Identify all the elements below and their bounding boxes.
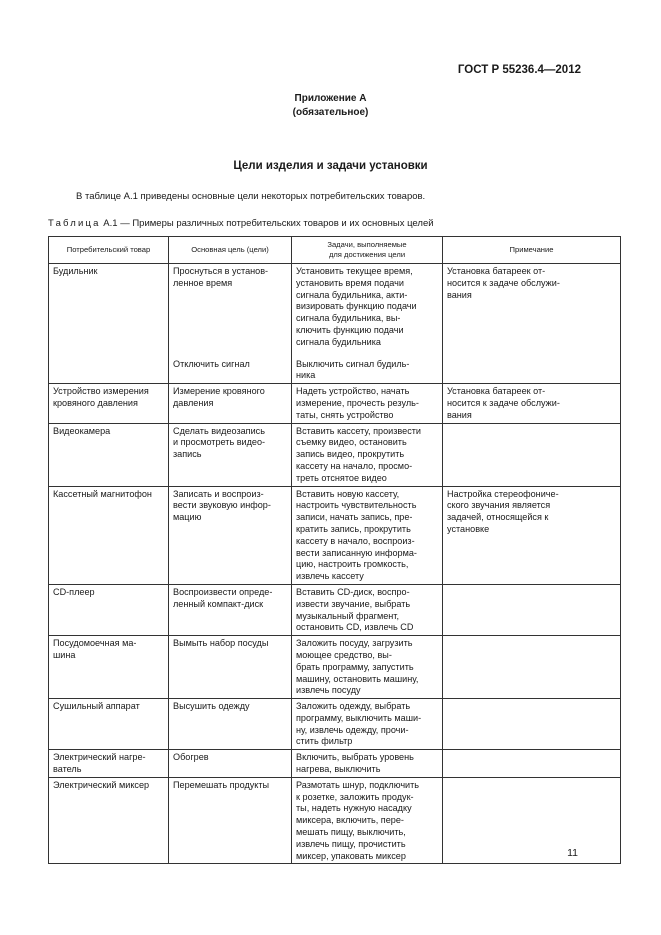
cell-tasks: Заложить одежду, выбрать программу, выключить маши- ну, извлечь одежду, прочи- стить фильтр bbox=[292, 699, 443, 750]
cell-note: Установка батареек от- носится к задаче обслужи- вания bbox=[443, 384, 621, 423]
cell-note bbox=[443, 699, 621, 750]
cell-goal-secondary: Отключить сигнал bbox=[173, 358, 250, 369]
table-caption-text: А.1 — Примеры различных потребительских товаров и их основных целей bbox=[100, 218, 434, 229]
cell-note bbox=[443, 423, 621, 486]
table-caption-label: Таблица bbox=[48, 218, 101, 229]
document-code: ГОСТ Р 55236.4—2012 bbox=[457, 64, 581, 76]
cell-note bbox=[443, 636, 621, 699]
cell-note bbox=[443, 584, 621, 635]
col-header-goal: Основная цель (цели) bbox=[169, 237, 292, 264]
table-row bbox=[49, 636, 621, 699]
cell-goal: Обогрев bbox=[169, 750, 292, 778]
col-header-tasks: Задачи, выполняемые для достижения цели bbox=[292, 237, 443, 264]
cell-goal: Записать и воспроиз- вести звуковую инфор- мацию bbox=[169, 486, 292, 584]
table-row bbox=[49, 777, 621, 864]
cell-goal: Высушить одежду bbox=[169, 699, 292, 750]
cell-goal: Сделать видеозапись и просмотреть видео- запись bbox=[169, 423, 292, 486]
cell-product: Сушильный аппарат bbox=[49, 699, 169, 750]
table-row bbox=[49, 699, 621, 750]
table-row bbox=[49, 264, 621, 384]
products-table bbox=[48, 236, 621, 864]
table-row bbox=[49, 584, 621, 635]
cell-tasks: Включить, выбрать уровень нагрева, выключить bbox=[292, 750, 443, 778]
table-row bbox=[49, 486, 621, 584]
cell-product: Электрический миксер bbox=[49, 777, 169, 864]
cell-tasks: Заложить посуду, загрузить моющее средство, вы- брать программу, запустить машину, остановить машину, извлечь посуду bbox=[292, 636, 443, 699]
cell-goal: Вымыть набор посуды bbox=[169, 636, 292, 699]
cell-tasks: Надеть устройство, начать измерение, прочесть резуль- таты, снять устройство bbox=[292, 384, 443, 423]
table-row bbox=[49, 750, 621, 778]
cell-product: Будильник bbox=[49, 264, 169, 384]
cell-note: Установка батареек от- носится к задаче обслужи- вания bbox=[443, 264, 621, 384]
cell-tasks: Вставить кассету, произвести съемку видео, остановить запись видео, прокрутить кассету на начало, просмо- треть отснятое видео bbox=[292, 423, 443, 486]
cell-product: CD-плеер bbox=[49, 584, 169, 635]
cell-product: Посудомоечная ма- шина bbox=[49, 636, 169, 699]
cell-product: Устройство измерения кровяного давления bbox=[49, 384, 169, 423]
cell-product: Кассетный магнитофон bbox=[49, 486, 169, 584]
cell-goal: Воспроизвести опреде- ленный компакт-диск bbox=[169, 584, 292, 635]
cell-tasks: Вставить CD-диск, воспро- извести звучание, выбрать музыкальный фрагмент, остановить CD, извлечь CD bbox=[292, 584, 443, 635]
table-row bbox=[49, 384, 621, 423]
col-header-note: Примечание bbox=[443, 237, 621, 264]
cell-note bbox=[443, 750, 621, 778]
cell-goal: Измерение кровяного давления bbox=[169, 384, 292, 423]
cell-tasks: Размотать шнур, подключить к розетке, заложить продук- ты, надеть нужную насадку миксера, включить, пере- мешать пищу, выключить, извлечь пищу, прочистить миксер, упаковать миксер bbox=[292, 777, 443, 864]
section-title: Цели изделия и задачи установки bbox=[233, 160, 428, 172]
table-header-row bbox=[49, 237, 621, 264]
cell-note: Настройка стереофониче- ского звучания является задачей, относящейся к установке bbox=[443, 486, 621, 584]
appendix-title: Приложение А bbox=[294, 93, 367, 104]
table-row bbox=[49, 423, 621, 486]
cell-product: Электрический нагре- ватель bbox=[49, 750, 169, 778]
page-number: 11 bbox=[567, 847, 578, 859]
cell-product: Видеокамера bbox=[49, 423, 169, 486]
col-header-product: Потребительский товар bbox=[49, 237, 169, 264]
cell-goal: Проснуться в установ- ленное время Отключить сигнал bbox=[169, 264, 292, 384]
cell-note bbox=[443, 777, 621, 864]
cell-tasks-secondary: Выключить сигнал будиль- ника bbox=[296, 358, 410, 381]
appendix-status: (обязательное) bbox=[292, 107, 369, 118]
intro-paragraph: В таблице А.1 приведены основные цели некоторых потребительских товаров. bbox=[76, 191, 426, 202]
cell-goal: Перемешать продукты bbox=[169, 777, 292, 864]
cell-tasks: Установить текущее время, установить время подачи сигнала будильника, акти- визировать функцию подачи сигнала будильника, вы- ключить функцию подачи сигнала будильника Выключить сигнал будиль- ника bbox=[292, 264, 443, 384]
appendix-heading bbox=[0, 92, 661, 120]
table-caption bbox=[48, 218, 434, 229]
cell-tasks: Вставить новую кассету, настроить чувствительность записи, начать запись, пре- кратить запись, прокрутить кассету в начало, воспроиз- вести записанную информа- цию, настроить громкость, извлечь кассету bbox=[292, 486, 443, 584]
